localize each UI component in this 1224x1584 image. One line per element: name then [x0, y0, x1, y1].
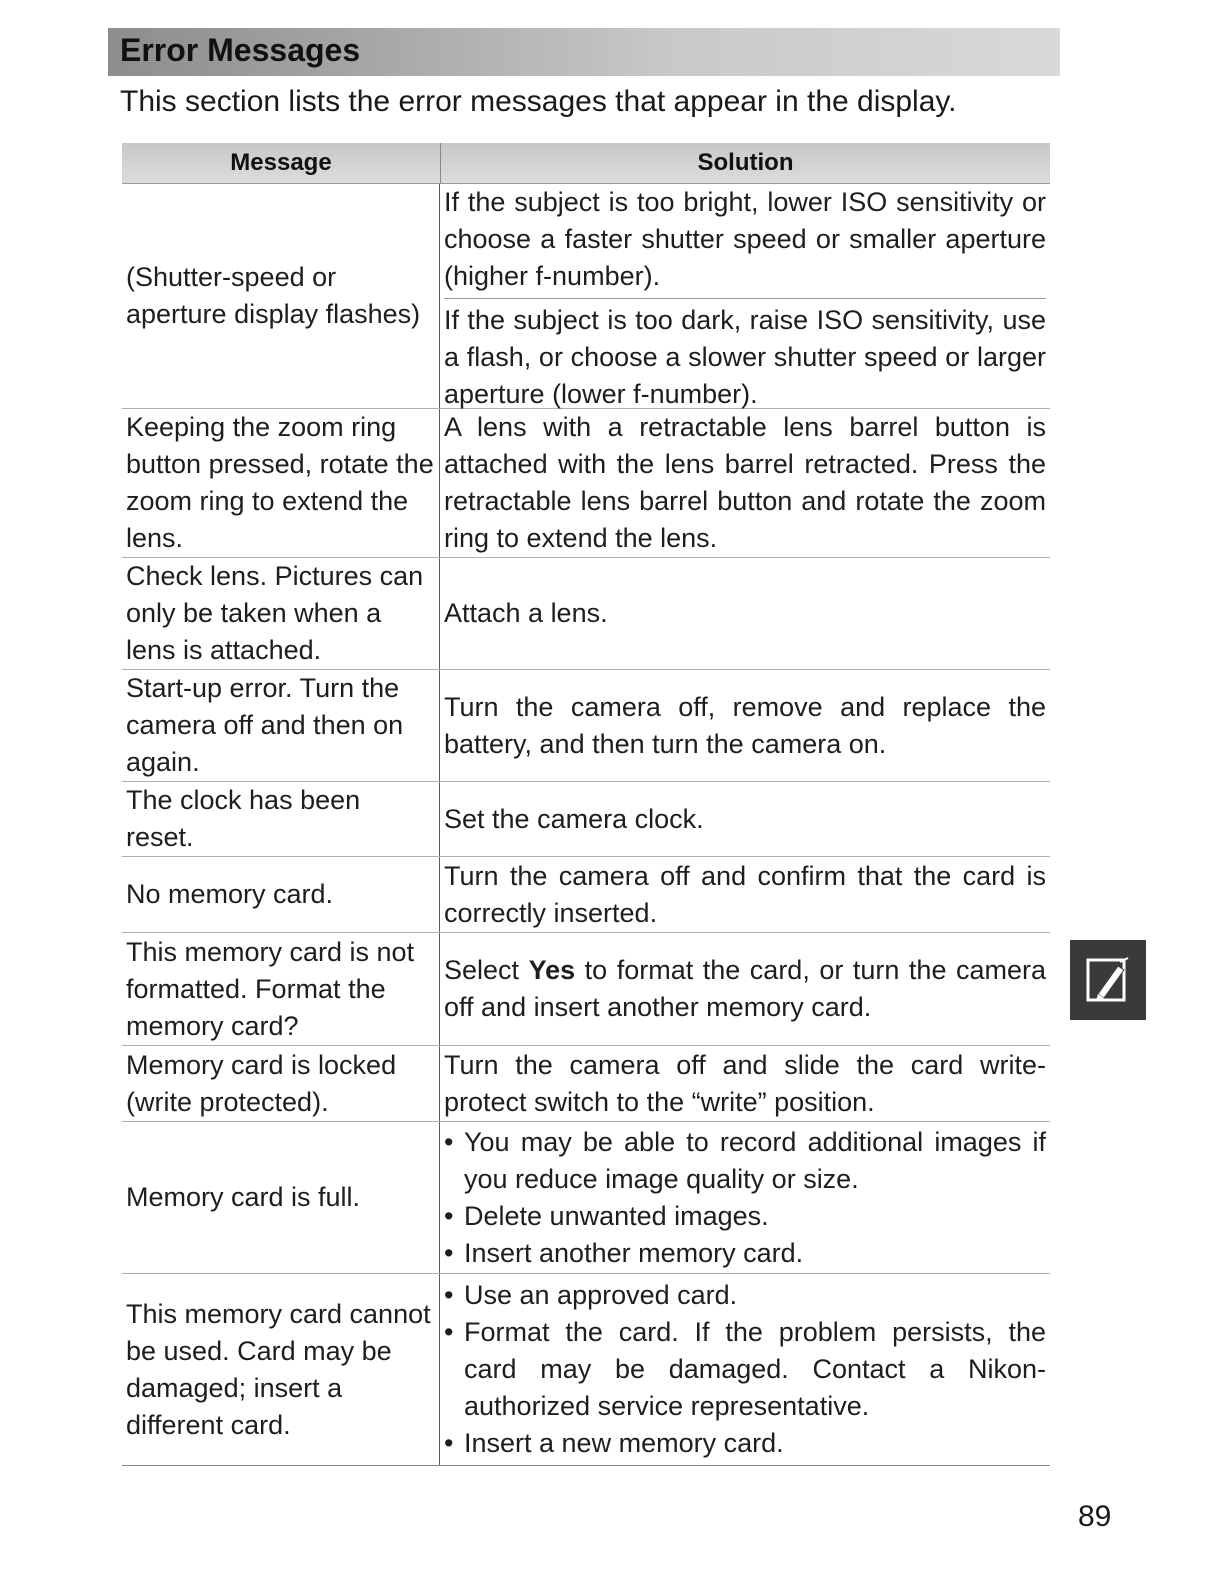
pencil-note-icon [1084, 954, 1132, 1006]
solution-text: If the subject is too bright, lower ISO sensitivity or choose a faster shutter speed or smaller aperture (higher f-number). [444, 187, 1046, 291]
solution-text: Attach a lens. [444, 598, 608, 628]
message-cell: This memory card cannot be used. Card may be damaged; insert a different card. [122, 1274, 440, 1465]
solution-text: Turn the camera off and slide the card write-protect switch to the “write” position. [444, 1049, 1046, 1117]
section-intro: This section lists the error messages that appear in the display. [120, 85, 957, 118]
section-title-bar [108, 28, 1060, 76]
solution-bullet: • Insert another memory card. [444, 1235, 1046, 1272]
message-cell: Memory card is locked (write protected). [122, 1046, 440, 1121]
solution-text: Turn the camera off and confirm that the card is correctly inserted. [444, 860, 1046, 928]
table-row [122, 670, 1050, 782]
column-header-solution: Solution [697, 149, 794, 176]
solution-cell [440, 184, 1050, 408]
solution-text: Set the camera clock. [444, 803, 704, 834]
chapter-tab [1070, 940, 1146, 1020]
message-cell: Keeping the zoom ring button pressed, rotate the zoom ring to extend the lens. [122, 409, 440, 557]
solution-bullet: • You may be able to record additional images if you reduce image quality or size. [444, 1124, 1046, 1198]
message-cell: No memory card. [122, 857, 440, 932]
error-messages-table [122, 143, 1050, 1466]
table-row [122, 782, 1050, 857]
message-cell: Memory card is full. [122, 1122, 440, 1273]
solution-text: A lens with a retractable lens barrel button is attached with the lens barrel retracted. Press the retractable lens barrel button and rotate the zoom ring to extend the lens. [444, 412, 1046, 553]
message-cell: (Shutter-speed or aperture display flashes) [122, 184, 440, 408]
table-row [122, 933, 1050, 1046]
solution-cell [440, 782, 1050, 856]
message-cell: The clock has been reset. [122, 782, 440, 856]
message-cell: This memory card is not formatted. Format the memory card? [122, 933, 440, 1045]
yes-option: Yes [528, 955, 576, 985]
table-row [122, 1274, 1050, 1466]
solution-cell [440, 558, 1050, 669]
solution-bullet: • Delete unwanted images. [444, 1198, 1046, 1235]
page-number: 89 [1078, 1500, 1112, 1533]
table-row [122, 1046, 1050, 1122]
solution-bullet: • Use an approved card. [444, 1277, 1046, 1314]
table-row [122, 857, 1050, 933]
solution-cell [440, 1046, 1050, 1121]
solution-text: Select Yes to format the card, or turn the camera off and insert another memory card. [444, 955, 1047, 1022]
table-header [122, 143, 1050, 184]
message-cell: Start-up error. Turn the camera off and then on again. [122, 670, 440, 781]
section-title: Error Messages [120, 32, 361, 68]
solution-cell [440, 857, 1050, 932]
table-row [122, 409, 1050, 558]
solution-cell [440, 409, 1050, 557]
table-row [122, 184, 1050, 409]
solution-cell [440, 670, 1050, 781]
solution-text: Turn the camera off, remove and replace the battery, and then turn the camera on. [444, 691, 1046, 759]
solution-text: If the subject is too dark, raise ISO sensitivity, use a flash, or choose a slower shutter speed or larger aperture (lower f-number). [444, 298, 1046, 413]
solution-cell [440, 1122, 1050, 1273]
message-cell: Check lens. Pictures can only be taken when a lens is attached. [122, 558, 440, 669]
column-header-message: Message [122, 143, 441, 183]
solution-cell [440, 1274, 1050, 1465]
solution-cell [440, 933, 1050, 1045]
table-row [122, 1122, 1050, 1274]
solution-bullet: • Format the card. If the problem persists, the card may be damaged. Contact a Nikon-authorized service representative. [444, 1314, 1046, 1425]
solution-bullet: • Insert a new memory card. [444, 1425, 1046, 1462]
table-row [122, 558, 1050, 670]
